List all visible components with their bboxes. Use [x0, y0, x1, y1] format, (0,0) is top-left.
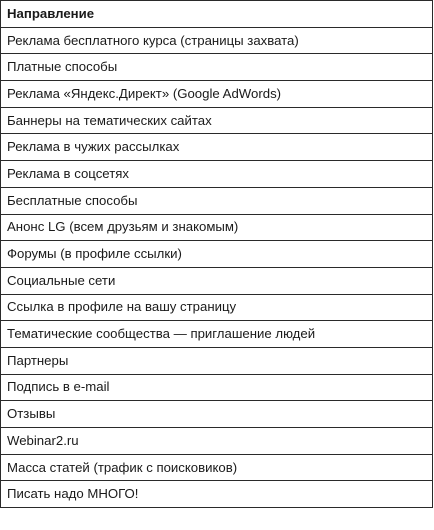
- table-cell: Реклама «Яндекс.Директ» (Google AdWords): [1, 81, 433, 108]
- table-row: [1, 27, 433, 54]
- table-cell: Масса статей (трафик с поисковиков): [1, 454, 433, 481]
- table-row: [1, 401, 433, 428]
- table-row: [1, 214, 433, 241]
- table-row: [1, 241, 433, 268]
- table-cell: Платные способы: [1, 54, 433, 81]
- table-cell: Партнеры: [1, 347, 433, 374]
- table-cell: Реклама в чужих рассылках: [1, 134, 433, 161]
- table-cell: Бесплатные способы: [1, 187, 433, 214]
- table-cell: Анонс LG (всем друзьям и знакомым): [1, 214, 433, 241]
- table-cell: Форумы (в профиле ссылки): [1, 241, 433, 268]
- table-row: [1, 54, 433, 81]
- table-cell: Webinar2.ru: [1, 428, 433, 455]
- table-row: [1, 428, 433, 455]
- table-row: [1, 374, 433, 401]
- table-cell: Социальные сети: [1, 267, 433, 294]
- table-row: [1, 187, 433, 214]
- table-cell: Подпись в e-mail: [1, 374, 433, 401]
- table-row: [1, 294, 433, 321]
- table-cell: Ссылка в профиле на вашу страницу: [1, 294, 433, 321]
- table-row: [1, 454, 433, 481]
- table-row: [1, 134, 433, 161]
- column-header-direction: Направление: [1, 1, 433, 28]
- table-cell: Реклама бесплатного курса (страницы захвата): [1, 27, 433, 54]
- table-row: [1, 481, 433, 508]
- table-row: [1, 107, 433, 134]
- table-header-row: [1, 1, 433, 28]
- table-cell: Отзывы: [1, 401, 433, 428]
- table-row: [1, 267, 433, 294]
- table-row: [1, 161, 433, 188]
- table-cell: Писать надо МНОГО!: [1, 481, 433, 508]
- table-row: [1, 321, 433, 348]
- table-row: [1, 347, 433, 374]
- table-cell: Баннеры на тематических сайтах: [1, 107, 433, 134]
- table-cell: Реклама в соцсетях: [1, 161, 433, 188]
- table-cell: Тематические сообщества — приглашение людей: [1, 321, 433, 348]
- table-row: [1, 81, 433, 108]
